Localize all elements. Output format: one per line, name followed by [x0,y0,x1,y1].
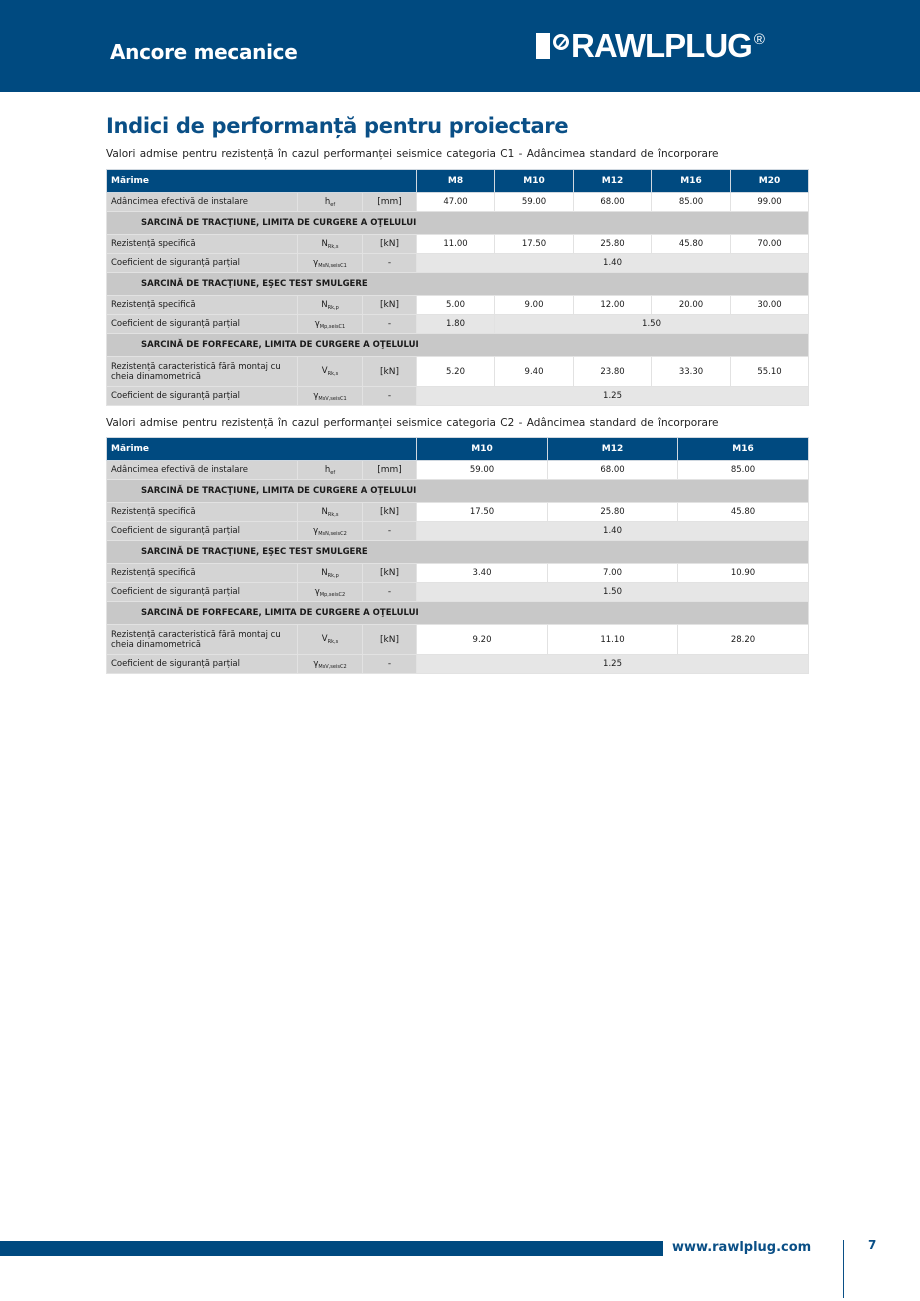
cell-value: 99.00 [731,193,809,212]
cell-value: 59.00 [495,193,574,212]
cell-value: 12.00 [574,296,652,315]
row-symbol: $N_{Rk,s}$ [298,503,363,522]
cell-value: 9.20 [417,625,548,655]
cell-value: 5.00 [417,296,495,315]
row-unit: [kN] [363,564,417,583]
cell-value-merged: 1.40 [417,254,809,273]
cell-value: 1.80 [417,315,495,334]
cell-value: 7.00 [548,564,678,583]
row-label: Adâncimea efectivă de instalare [107,193,298,212]
row-label: Coeficient de siguranță parțial [107,583,298,602]
footer-divider [843,1240,844,1298]
table-row [107,357,809,387]
cell-value: 11.00 [417,235,495,254]
header-col: M12 [548,438,678,461]
table-row [107,387,809,406]
row-unit: - [363,315,417,334]
row-symbol: $N_{Rk,p}$ [298,296,363,315]
header-size: Mărime [107,170,417,193]
cell-value: 17.50 [417,503,548,522]
row-label: Coeficient de siguranță parțial [107,655,298,674]
cell-value: 3.40 [417,564,548,583]
cell-value: 45.80 [678,503,809,522]
row-symbol: $N_{Rk,p}$ [298,564,363,583]
table-caption-c2: Valori admise pentru rezistență în cazul performanței seismice categoria C2 - Adâncimea standard de încorporare [106,417,719,429]
table-row [107,235,809,254]
table-row [107,193,809,212]
section-title: SARCINĂ DE FORFECARE, LIMITA DE CURGERE A OŢELULUI [107,334,809,357]
cell-value: 25.80 [548,503,678,522]
row-label: Rezistență specifică [107,296,298,315]
cell-value: 9.40 [495,357,574,387]
footer-bar [0,1241,663,1256]
cell-value: 11.10 [548,625,678,655]
section-row [107,541,809,564]
row-unit: [mm] [363,193,417,212]
section-title: SARCINĂ DE TRACŢIUNE, LIMITA DE CURGERE A OŢELULUI [107,212,809,235]
row-unit: [kN] [363,503,417,522]
section-title: SARCINĂ DE TRACŢIUNE, LIMITA DE CURGERE A OŢELULUI [107,480,809,503]
cell-value: 85.00 [678,461,809,480]
seismic-c2-table [106,437,809,674]
row-symbol: $N_{Rk,s}$ [298,235,363,254]
row-unit: - [363,254,417,273]
table-row [107,625,809,655]
row-label: Adâncimea efectivă de instalare [107,461,298,480]
header-col: M16 [652,170,731,193]
section-row [107,480,809,503]
row-unit: [mm] [363,461,417,480]
row-label: Coeficient de siguranță parțial [107,387,298,406]
page-header [0,0,920,92]
cell-value: 20.00 [652,296,731,315]
section-title: SARCINĂ DE TRACŢIUNE, EŞEC TEST SMULGERE [107,273,809,296]
cell-value: 9.00 [495,296,574,315]
cell-value: 70.00 [731,235,809,254]
table-caption-c1: Valori admise pentru rezistență în cazul performanței seismice categoria C1 - Adâncimea standard de încorporare [106,148,719,160]
header-col: M12 [574,170,652,193]
cell-value: 59.00 [417,461,548,480]
row-unit: - [363,387,417,406]
cell-value: 5.20 [417,357,495,387]
row-label: Rezistență caracteristică fără montaj cu cheia dinamometrică [107,625,298,655]
header-col: M10 [417,438,548,461]
cell-value: 85.00 [652,193,731,212]
table-header-row [107,438,809,461]
cell-value-merged: 1.50 [495,315,809,334]
section-row [107,602,809,625]
cell-value: 68.00 [574,193,652,212]
page-number: 7 [868,1238,877,1252]
table-row [107,655,809,674]
cell-value: 68.00 [548,461,678,480]
section-title: SARCINĂ DE FORFECARE, LIMITA DE CURGERE A OŢELULUI [107,602,809,625]
table-row [107,461,809,480]
cell-value: 47.00 [417,193,495,212]
cell-value: 45.80 [652,235,731,254]
header-col: M16 [678,438,809,461]
cell-value-merged: 1.25 [417,387,809,406]
footer-website-link[interactable]: www.rawlplug.com [672,1240,812,1255]
cell-value: 33.30 [652,357,731,387]
page-title: Indici de performanță pentru proiectare [106,114,569,138]
logo-wordmark: RAWLPLUG [571,27,752,64]
row-symbol: $\gamma_{MsN,seisC1}$ [298,254,363,273]
cell-value: 25.80 [574,235,652,254]
row-symbol: $\gamma_{Mp,seisC1}$ [298,315,363,334]
row-symbol: $h_{ef}$ [298,461,363,480]
row-label: Rezistență specifică [107,235,298,254]
row-unit: - [363,583,417,602]
row-symbol: $V_{Rk,s}$ [298,357,363,387]
table-row [107,296,809,315]
row-unit: - [363,522,417,541]
section-row [107,273,809,296]
section-title: SARCINĂ DE TRACŢIUNE, EŞEC TEST SMULGERE [107,541,809,564]
logo-ring-icon [553,34,569,50]
table-row [107,254,809,273]
row-label: Rezistență specifică [107,564,298,583]
row-symbol: $h_{ef}$ [298,193,363,212]
row-symbol: $\gamma_{MsN,seisC2}$ [298,522,363,541]
cell-value: 55.10 [731,357,809,387]
cell-value: 17.50 [495,235,574,254]
section-row [107,212,809,235]
row-unit: [kN] [363,296,417,315]
row-label: Coeficient de siguranță parțial [107,522,298,541]
section-row [107,334,809,357]
table-row [107,503,809,522]
row-symbol: $\gamma_{MsV,seisC1}$ [298,387,363,406]
row-unit: [kN] [363,235,417,254]
row-label: Coeficient de siguranță parțial [107,254,298,273]
header-col: M20 [731,170,809,193]
cell-value: 10.90 [678,564,809,583]
row-label: Rezistență specifică [107,503,298,522]
header-col: M10 [495,170,574,193]
row-symbol: $V_{Rk,s}$ [298,625,363,655]
cell-value-merged: 1.25 [417,655,809,674]
row-label: Coeficient de siguranță parțial [107,315,298,334]
row-unit: - [363,655,417,674]
row-unit: [kN] [363,625,417,655]
registered-icon: ® [753,30,765,48]
table-row [107,315,809,334]
section-title: Ancore mecanice [110,40,298,64]
row-symbol: $\gamma_{Mp,seisC2}$ [298,583,363,602]
cell-value: 30.00 [731,296,809,315]
cell-value: 28.20 [678,625,809,655]
seismic-c1-table [106,169,809,406]
cell-value: 23.80 [574,357,652,387]
row-unit: [kN] [363,357,417,387]
rawlplug-logo [536,27,765,64]
row-symbol: $\gamma_{MsV,seisC2}$ [298,655,363,674]
table-header-row [107,170,809,193]
table-row [107,564,809,583]
table-row [107,522,809,541]
rawlplug-logo-icon [536,33,550,59]
header-col: M8 [417,170,495,193]
table-row [107,583,809,602]
header-size: Mărime [107,438,417,461]
cell-value-merged: 1.50 [417,583,809,602]
cell-value-merged: 1.40 [417,522,809,541]
row-label: Rezistență caracteristică fără montaj cu cheia dinamometrică [107,357,298,387]
